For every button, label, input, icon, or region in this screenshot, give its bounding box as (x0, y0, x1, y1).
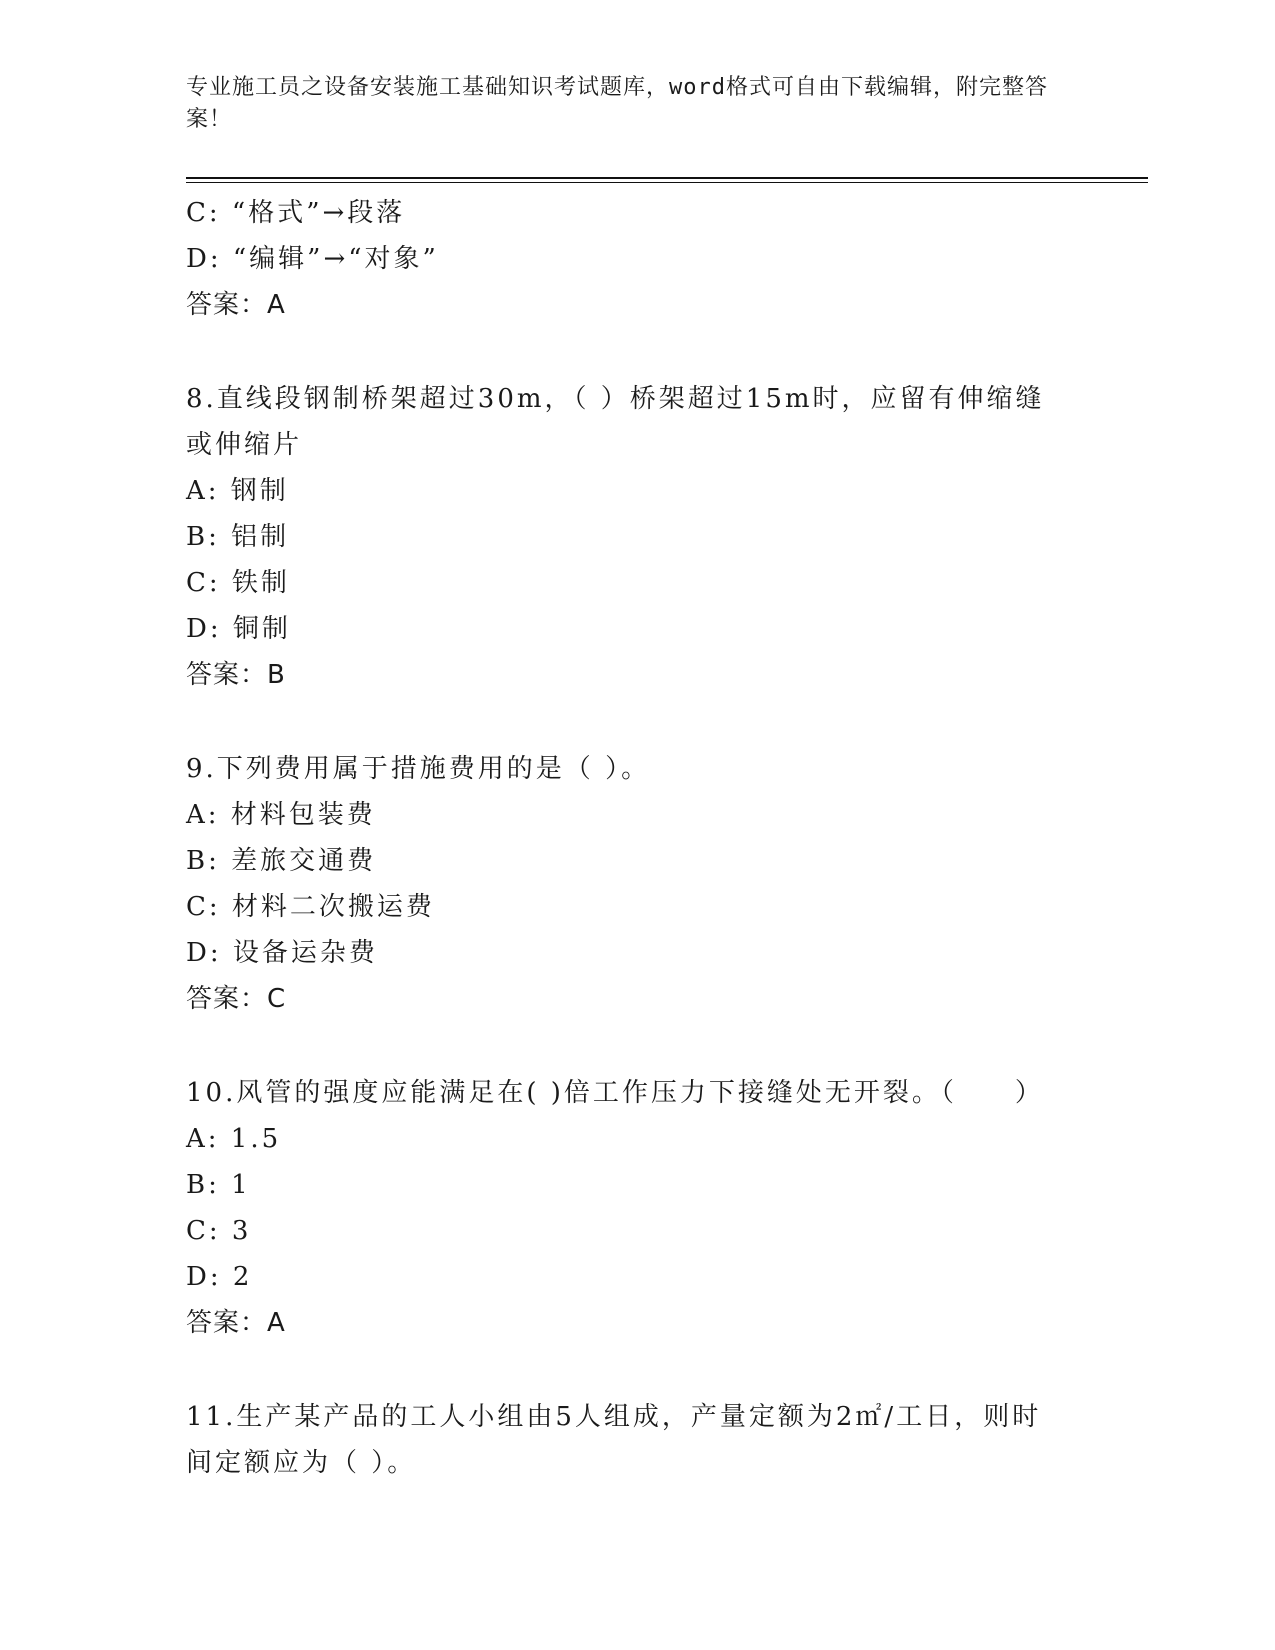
option-c: C: 铁制 (186, 568, 290, 598)
answer: 答案：C (186, 984, 287, 1014)
question-stem: 10.风管的强度应能满足在( )倍工作压力下接缝处无开裂。（ ） (186, 1078, 1044, 1108)
question-8 (186, 376, 1086, 698)
prev-question (186, 190, 1086, 328)
option-c: C: 3 (186, 1216, 252, 1246)
question-stem: 8.直线段钢制桥架超过30m，（ ）桥架超过15m时，应留有伸缩缝或伸缩片 (186, 384, 1045, 460)
answer: 答案：A (186, 290, 286, 320)
option-d: D: 设备运杂费 (186, 938, 378, 968)
header-rule-thick (186, 177, 1148, 179)
option-a: A: 钢制 (186, 476, 289, 506)
header-rule-thin (186, 182, 1148, 183)
question-stem: 9.下列费用属于措施费用的是（ ）。 (186, 754, 651, 784)
question-11 (186, 1394, 1086, 1486)
option-d: D: “编辑”→“对象” (186, 244, 439, 274)
answer: 答案：A (186, 1308, 286, 1338)
option-c: C: “格式”→段落 (186, 198, 406, 228)
option-b: B: 差旅交通费 (186, 846, 377, 876)
option-b: B: 铝制 (186, 522, 290, 552)
document-header: 专业施工员之设备安装施工基础知识考试题库，word格式可自由下载编辑，附完整答案！ (186, 75, 1048, 132)
option-a: A: 1.5 (186, 1124, 282, 1154)
question-10 (186, 1070, 1086, 1346)
option-d: D: 2 (186, 1262, 253, 1292)
question-content (186, 190, 1086, 1486)
answer: 答案：B (186, 660, 286, 690)
question-9 (186, 746, 1086, 1022)
option-d: D: 铜制 (186, 614, 291, 644)
option-a: A: 材料包装费 (186, 800, 376, 830)
option-c: C: 材料二次搬运费 (186, 892, 435, 922)
question-stem: 11.生产某产品的工人小组由5人组成，产量定额为2㎡/工日，则时间定额应为（ ）。 (186, 1402, 1042, 1478)
option-b: B: 1 (186, 1170, 251, 1200)
